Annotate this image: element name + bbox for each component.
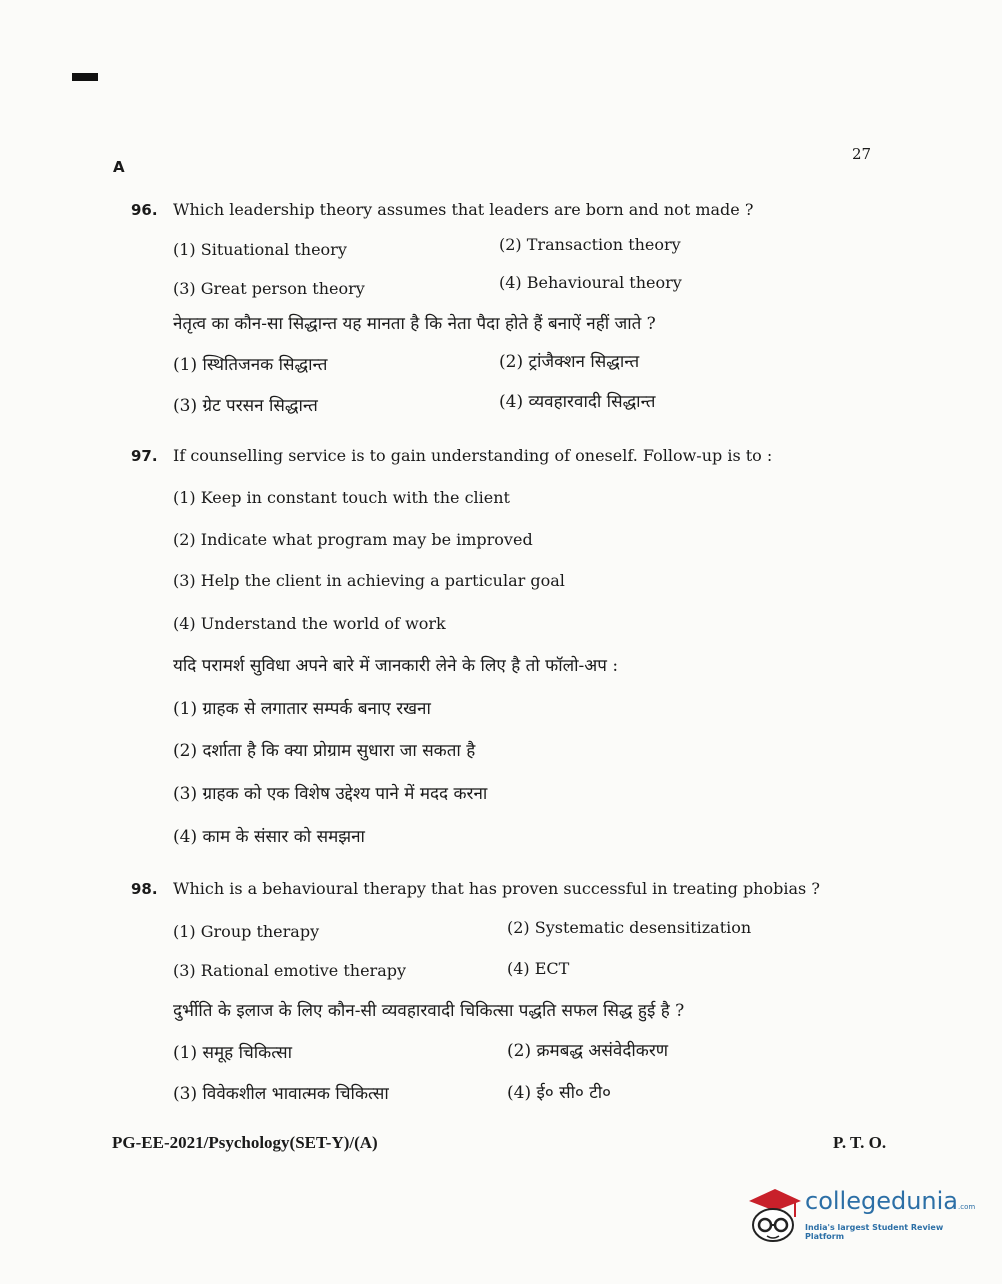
- option-en: (2) Systematic desensitization: [507, 918, 752, 937]
- option-hi: (2) दर्शाता है कि क्या प्रोग्राम सुधारा जा सकता है: [173, 741, 476, 761]
- option-hi: (4) ई० सी० टी०: [507, 1083, 612, 1103]
- option-hi: (1) समूह चिकित्सा: [173, 1043, 292, 1063]
- option-en: (3) Great person theory: [173, 279, 365, 298]
- option-en: (1) Situational theory: [173, 240, 347, 259]
- option-en: (1) Keep in constant touch with the client: [173, 488, 510, 507]
- question-text-hi: दुर्भीति के इलाज के लिए कौन-सी व्यवहारवादी चिकित्सा पद्धति सफल सिद्ध हुई है ?: [173, 1001, 685, 1021]
- question-number: 98.: [131, 880, 158, 898]
- pto-label: P. T. O.: [833, 1133, 887, 1152]
- option-en: (4) ECT: [507, 959, 570, 978]
- question-text-en: Which is a behavioural therapy that has proven successful in treating phobias ?: [173, 879, 820, 898]
- brand-tagline: India's largest Student Review Platform: [805, 1223, 944, 1241]
- option-en: (3) Help the client in achieving a particular goal: [173, 571, 565, 590]
- option-hi: (1) ग्राहक से लगातार सम्पर्क बनाए रखना: [173, 699, 431, 719]
- question-text-en: Which leadership theory assumes that leaders are born and not made ?: [173, 200, 754, 219]
- option-en: (2) Transaction theory: [499, 235, 681, 254]
- question-96: [131, 200, 861, 219]
- question-number: 97.: [131, 447, 158, 465]
- mascot-icon: [745, 1183, 805, 1245]
- option-en: (4) Understand the world of work: [173, 614, 446, 633]
- option-hi: (3) ग्राहक को एक विशेष उद्देश्य पाने में मदद करना: [173, 784, 488, 804]
- option-hi: (1) स्थितिजनक सिद्धान्त: [173, 355, 328, 375]
- collegedunia-watermark: [745, 1183, 975, 1245]
- page-number: 27: [852, 145, 872, 163]
- option-hi: (2) ट्रांजैक्शन सिद्धान्त: [499, 352, 640, 372]
- set-label: A: [113, 158, 125, 176]
- question-text-hi: यदि परामर्श सुविधा अपने बारे में जानकारी लेने के लिए है तो फॉलो-अप :: [173, 656, 619, 676]
- question-text-hi: नेतृत्व का कौन-सा सिद्धान्त यह मानता है कि नेता पैदा होते हैं बनाऐं नहीं जाते ?: [173, 314, 656, 334]
- option-en: (1) Group therapy: [173, 922, 320, 941]
- option-en: (3) Rational emotive therapy: [173, 961, 407, 980]
- registration-mark: [72, 73, 98, 81]
- option-hi: (4) व्यवहारवादी सिद्धान्त: [499, 392, 656, 412]
- brand-name: collegedunia.com: [805, 1187, 976, 1215]
- option-hi: (2) क्रमबद्ध असंवेदीकरण: [507, 1041, 669, 1061]
- question-number: 96.: [131, 201, 158, 219]
- question-text-en: If counselling service is to gain understanding of oneself. Follow-up is to :: [173, 446, 773, 465]
- option-hi: (3) ग्रेट परसन सिद्धान्त: [173, 396, 318, 416]
- option-hi: (3) विवेकशील भावात्मक चिकित्सा: [173, 1084, 389, 1104]
- paper-code: PG-EE-2021/Psychology(SET-Y)/(A): [112, 1133, 378, 1152]
- option-en: (2) Indicate what program may be improved: [173, 530, 533, 549]
- option-en: (4) Behavioural theory: [499, 273, 682, 292]
- option-hi: (4) काम के संसार को समझना: [173, 827, 365, 847]
- question-98: [131, 879, 861, 898]
- question-97: [131, 446, 861, 465]
